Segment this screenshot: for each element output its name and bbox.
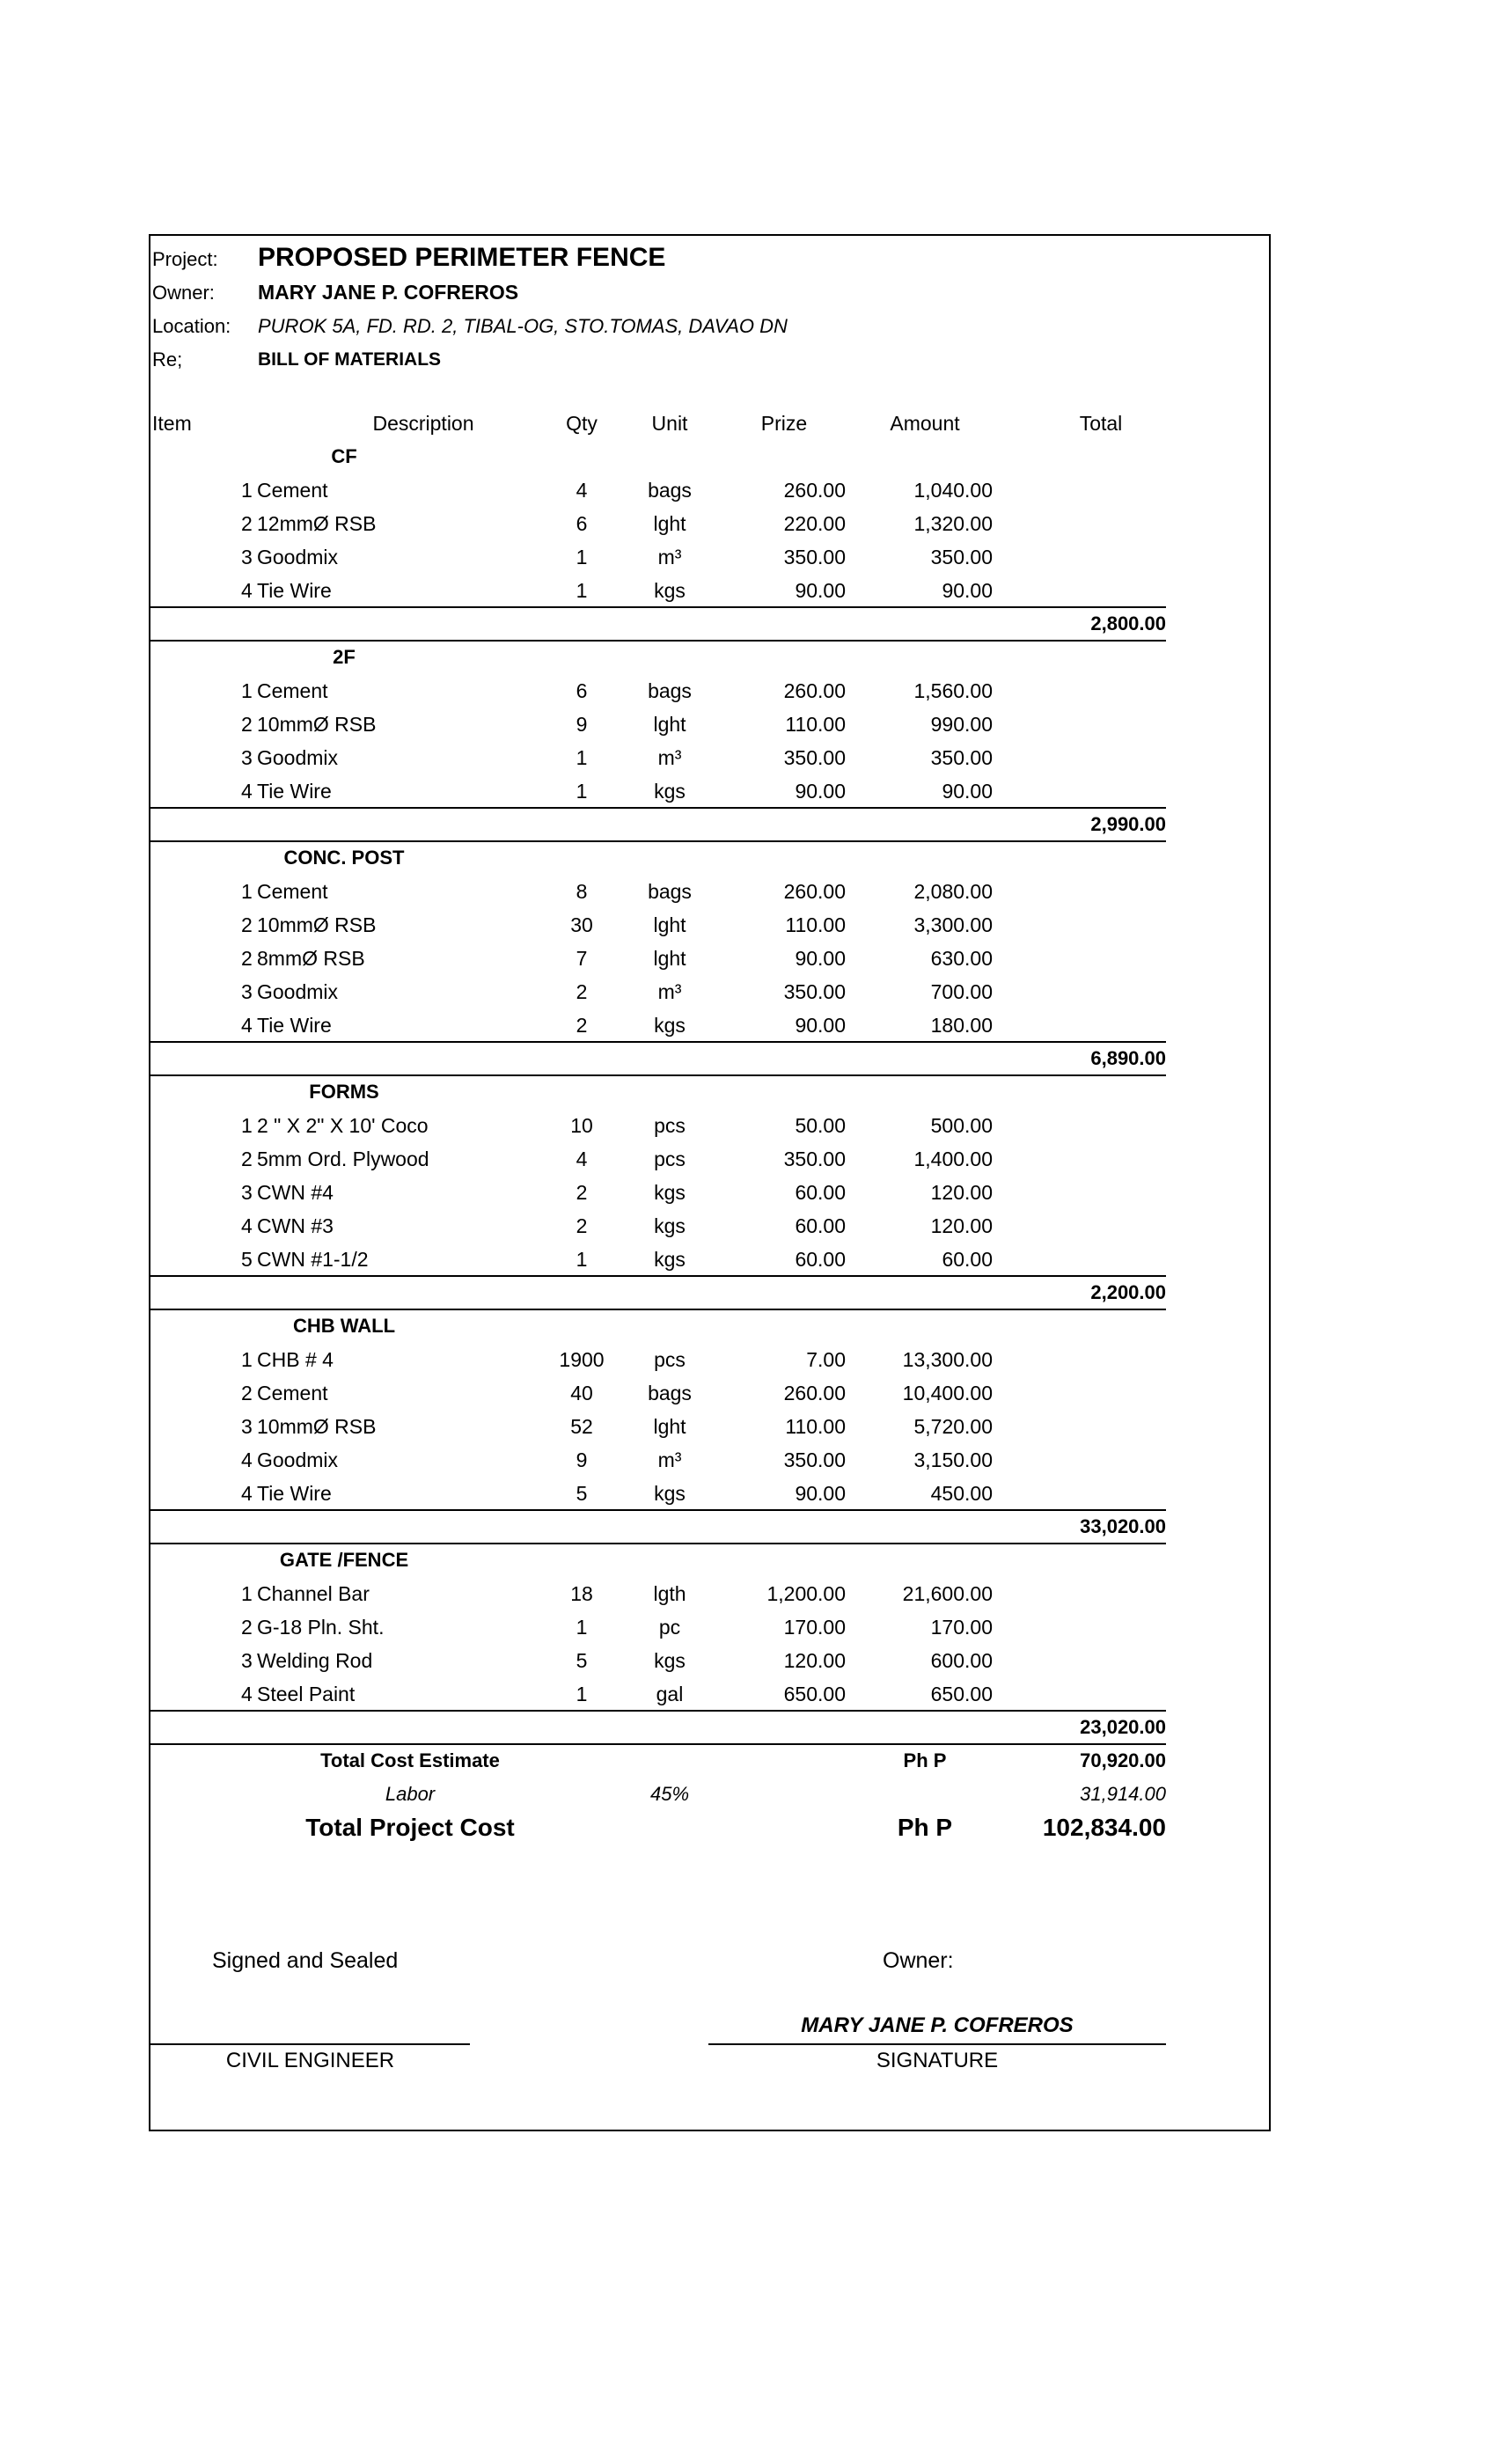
- item-number: 1: [241, 1582, 253, 1605]
- item-unit: bags: [648, 679, 692, 702]
- total-cost-row: [150, 1744, 1171, 1778]
- item-prize: 90.00: [795, 780, 846, 803]
- item-amount: 5,720.00: [913, 1415, 993, 1438]
- item-prize: 90.00: [795, 1014, 846, 1037]
- item-prize: 350.00: [783, 546, 846, 568]
- item-unit: lght: [653, 913, 686, 936]
- total-cost-label: Total Cost Estimate: [320, 1749, 500, 1771]
- item-unit: gal: [656, 1683, 684, 1705]
- total-cost-currency: Ph P: [903, 1749, 947, 1771]
- item-description: Steel Paint: [257, 1683, 356, 1705]
- item-number: 5: [241, 1248, 253, 1271]
- item-prize: 110.00: [785, 913, 846, 936]
- item-unit: m³: [657, 1448, 682, 1471]
- section-title-row: [150, 1309, 1171, 1343]
- item-qty: 2: [576, 1181, 588, 1204]
- item-unit: bags: [648, 479, 692, 502]
- item-qty: 6: [576, 679, 588, 702]
- item-description: Goodmix: [257, 1448, 339, 1471]
- item-number: 4: [241, 1014, 253, 1037]
- item-amount: 350.00: [930, 546, 993, 568]
- item-unit: lght: [653, 1415, 686, 1438]
- section-title: FORMS: [309, 1081, 379, 1103]
- item-number: 3: [241, 1181, 253, 1204]
- item-unit: lght: [653, 947, 686, 970]
- item-description: 8mmØ RSB: [257, 947, 365, 970]
- item-description: Cement: [257, 1382, 328, 1404]
- item-qty: 30: [570, 913, 593, 936]
- material-row: [150, 1677, 1171, 1711]
- section-total: 23,020.00: [1080, 1716, 1166, 1738]
- item-number: 4: [241, 1683, 253, 1705]
- section-title-row: [150, 641, 1171, 674]
- item-description: Channel Bar: [257, 1582, 370, 1605]
- signed-and-sealed-label: Signed and Sealed: [212, 1948, 399, 1973]
- project-label: Project:: [152, 248, 218, 270]
- location-label: Location:: [152, 315, 231, 337]
- item-number: 2: [241, 512, 253, 535]
- item-unit: kgs: [654, 1482, 686, 1505]
- material-row: [150, 674, 1171, 708]
- item-prize: 110.00: [785, 1415, 846, 1438]
- item-description: Cement: [257, 880, 328, 903]
- material-row: [150, 908, 1171, 942]
- item-amount: 2,080.00: [913, 880, 993, 903]
- item-number: 4: [241, 1482, 253, 1505]
- item-description: Tie Wire: [257, 780, 332, 803]
- item-prize: 120.00: [783, 1649, 846, 1672]
- item-unit: kgs: [654, 1649, 686, 1672]
- item-amount: 350.00: [930, 746, 993, 769]
- material-row: [150, 540, 1171, 574]
- item-amount: 21,600.00: [902, 1582, 993, 1605]
- col-amount: Amount: [890, 412, 960, 435]
- item-prize: 1,200.00: [766, 1582, 846, 1605]
- material-row: [150, 875, 1171, 908]
- item-number: 1: [241, 1348, 253, 1371]
- item-prize: 90.00: [795, 947, 846, 970]
- item-amount: 450.00: [930, 1482, 993, 1505]
- owner-signature-name: MARY JANE P. COFREROS: [801, 2013, 1074, 2037]
- item-amount: 90.00: [942, 579, 993, 602]
- item-amount: 90.00: [942, 780, 993, 803]
- item-amount: 120.00: [930, 1181, 993, 1204]
- item-number: 4: [241, 579, 253, 602]
- section-total-row: [150, 1711, 1171, 1744]
- material-row: [150, 1577, 1171, 1610]
- item-qty: 5: [576, 1482, 588, 1505]
- item-unit: kgs: [654, 1014, 686, 1037]
- item-unit: lght: [653, 713, 686, 736]
- item-prize: 650.00: [783, 1683, 846, 1705]
- section-total-row: [150, 808, 1171, 841]
- item-number: 2: [241, 713, 253, 736]
- item-amount: 3,300.00: [913, 913, 993, 936]
- section-title: CONC. POST: [283, 847, 405, 869]
- item-amount: 10,400.00: [902, 1382, 993, 1404]
- item-prize: 220.00: [783, 512, 846, 535]
- item-number: 4: [241, 1448, 253, 1471]
- item-amount: 1,400.00: [913, 1148, 993, 1170]
- section-total-row: [150, 1042, 1171, 1075]
- material-row: [150, 1610, 1171, 1644]
- item-prize: 350.00: [783, 746, 846, 769]
- owner-label: Owner:: [152, 282, 215, 304]
- item-amount: 650.00: [930, 1683, 993, 1705]
- item-unit: kgs: [654, 579, 686, 602]
- item-number: 1: [241, 880, 253, 903]
- item-qty: 10: [570, 1114, 593, 1137]
- item-description: G-18 Pln. Sht.: [257, 1616, 385, 1639]
- item-qty: 40: [570, 1382, 593, 1404]
- material-row: [150, 507, 1171, 540]
- item-qty: 1900: [559, 1348, 605, 1371]
- material-row: [150, 708, 1171, 741]
- section-title: CF: [331, 445, 357, 467]
- item-unit: bags: [648, 880, 692, 903]
- section-title-row: [150, 1544, 1171, 1577]
- section-total: 2,990.00: [1090, 813, 1166, 835]
- section-title: 2F: [333, 646, 356, 668]
- item-number: 2: [241, 947, 253, 970]
- total-cost-value: 70,920.00: [1080, 1749, 1166, 1771]
- item-unit: kgs: [654, 1248, 686, 1271]
- owner-signature-line: [708, 2043, 1166, 2045]
- item-amount: 120.00: [930, 1214, 993, 1237]
- item-number: 2: [241, 913, 253, 936]
- item-amount: 630.00: [930, 947, 993, 970]
- item-prize: 90.00: [795, 1482, 846, 1505]
- material-row: [150, 574, 1171, 607]
- item-unit: kgs: [654, 1181, 686, 1204]
- item-description: 10mmØ RSB: [257, 713, 377, 736]
- total-project-cost-value: 102,834.00: [1042, 1814, 1166, 1841]
- item-unit: lght: [653, 512, 686, 535]
- material-row: [150, 741, 1171, 774]
- item-description: 5mm Ord. Plywood: [257, 1148, 429, 1170]
- item-qty: 7: [576, 947, 588, 970]
- item-amount: 1,320.00: [913, 512, 993, 535]
- column-header-row: [150, 407, 1171, 440]
- material-row: [150, 942, 1171, 975]
- item-description: Goodmix: [257, 980, 339, 1003]
- item-number: 4: [241, 780, 253, 803]
- item-number: 1: [241, 679, 253, 702]
- material-row: [150, 473, 1171, 507]
- item-qty: 1: [576, 746, 588, 769]
- item-qty: 18: [570, 1582, 593, 1605]
- item-amount: 990.00: [930, 713, 993, 736]
- col-item: Item: [152, 412, 192, 435]
- section-title-row: [150, 841, 1171, 875]
- item-description: Tie Wire: [257, 579, 332, 602]
- item-qty: 8: [576, 880, 588, 903]
- item-amount: 500.00: [930, 1114, 993, 1137]
- material-row: [150, 774, 1171, 808]
- item-prize: 260.00: [783, 880, 846, 903]
- item-qty: 1: [576, 780, 588, 803]
- item-unit: m³: [657, 980, 682, 1003]
- item-number: 2: [241, 1148, 253, 1170]
- section-title-row: [150, 1075, 1171, 1109]
- item-prize: 110.00: [785, 713, 846, 736]
- location-value: PUROK 5A, FD. RD. 2, TIBAL-OG, STO.TOMAS, DAVAO DN: [258, 315, 788, 337]
- item-description: CHB # 4: [257, 1348, 334, 1371]
- material-row: [150, 1410, 1171, 1443]
- item-unit: kgs: [654, 1214, 686, 1237]
- total-project-cost-row: [150, 1811, 1171, 1844]
- item-amount: 600.00: [930, 1649, 993, 1672]
- section-title: GATE /FENCE: [279, 1549, 409, 1571]
- item-qty: 1: [576, 579, 588, 602]
- material-row: [150, 1644, 1171, 1677]
- item-number: 1: [241, 479, 253, 502]
- item-description: Cement: [257, 479, 328, 502]
- item-description: CWN #4: [257, 1181, 334, 1204]
- item-unit: kgs: [654, 780, 686, 803]
- item-amount: 180.00: [930, 1014, 993, 1037]
- material-row: [150, 1243, 1171, 1276]
- item-number: 2: [241, 1382, 253, 1404]
- item-qty: 52: [570, 1415, 593, 1438]
- re-label: Re;: [152, 348, 183, 370]
- item-number: 3: [241, 746, 253, 769]
- section-total-row: [150, 1276, 1171, 1309]
- material-row: [150, 1142, 1171, 1176]
- item-amount: 3,150.00: [913, 1448, 993, 1471]
- col-total: Total: [1079, 412, 1123, 435]
- total-project-cost-label: Total Project Cost: [305, 1814, 515, 1841]
- section-total-row: [150, 607, 1171, 641]
- item-prize: 260.00: [783, 1382, 846, 1404]
- item-number: 2: [241, 1616, 253, 1639]
- item-unit: pcs: [654, 1348, 686, 1371]
- civil-engineer-caption: CIVIL ENGINEER: [225, 2049, 395, 2072]
- item-unit: m³: [657, 546, 682, 568]
- item-description: CWN #3: [257, 1214, 334, 1237]
- item-amount: 1,560.00: [913, 679, 993, 702]
- item-unit: bags: [648, 1382, 692, 1404]
- section-total: 6,890.00: [1090, 1047, 1166, 1069]
- re-value: BILL OF MATERIALS: [258, 349, 442, 370]
- labor-percent: 45%: [649, 1783, 690, 1805]
- labor-label: Labor: [385, 1783, 436, 1805]
- section-total-row: [150, 1510, 1171, 1544]
- item-qty: 2: [576, 980, 588, 1003]
- item-prize: 60.00: [795, 1214, 846, 1237]
- material-row: [150, 1343, 1171, 1376]
- project-title: PROPOSED PERIMETER FENCE: [258, 243, 666, 272]
- item-amount: 60.00: [942, 1248, 993, 1271]
- material-row: [150, 1209, 1171, 1243]
- section-total: 33,020.00: [1080, 1515, 1166, 1537]
- item-description: CWN #1-1/2: [257, 1248, 369, 1271]
- item-prize: 260.00: [783, 679, 846, 702]
- item-unit: lgth: [653, 1582, 686, 1605]
- item-number: 4: [241, 1214, 253, 1237]
- item-qty: 6: [576, 512, 588, 535]
- item-description: Cement: [257, 679, 328, 702]
- item-prize: 350.00: [783, 980, 846, 1003]
- item-amount: 170.00: [930, 1616, 993, 1639]
- item-number: 3: [241, 546, 253, 568]
- item-number: 3: [241, 980, 253, 1003]
- material-row: [150, 1477, 1171, 1510]
- item-qty: 9: [576, 1448, 588, 1471]
- item-qty: 2: [576, 1214, 588, 1237]
- item-amount: 700.00: [930, 980, 993, 1003]
- owner-signature-label: Owner:: [883, 1948, 954, 1973]
- item-unit: pcs: [654, 1148, 686, 1170]
- item-qty: 2: [576, 1014, 588, 1037]
- item-prize: 90.00: [795, 579, 846, 602]
- material-row: [150, 1109, 1171, 1142]
- item-qty: 1: [576, 1248, 588, 1271]
- item-qty: 4: [576, 479, 588, 502]
- labor-value: 31,914.00: [1080, 1783, 1166, 1805]
- item-description: Welding Rod: [257, 1649, 373, 1672]
- item-amount: 1,040.00: [913, 479, 993, 502]
- item-description: 12mmØ RSB: [257, 512, 377, 535]
- col-prize: Prize: [760, 412, 808, 435]
- total-project-cost-currency: Ph P: [897, 1814, 953, 1841]
- section-total: 2,800.00: [1090, 612, 1166, 634]
- item-qty: 5: [576, 1649, 588, 1672]
- owner-name: MARY JANE P. COFREROS: [258, 281, 519, 304]
- item-description: Tie Wire: [257, 1014, 332, 1037]
- item-description: 2 " X 2" X 10' Coco: [257, 1114, 429, 1137]
- material-row: [150, 1443, 1171, 1477]
- item-qty: 9: [576, 713, 588, 736]
- item-description: Goodmix: [257, 746, 339, 769]
- item-number: 1: [241, 1114, 253, 1137]
- item-description: Tie Wire: [257, 1482, 332, 1505]
- item-qty: 1: [576, 1683, 588, 1705]
- item-number: 3: [241, 1649, 253, 1672]
- item-prize: 350.00: [783, 1148, 846, 1170]
- item-description: Goodmix: [257, 546, 339, 568]
- bill-of-materials-sheet: [149, 234, 1271, 2131]
- item-unit: pcs: [654, 1114, 686, 1137]
- col-description: Description: [372, 412, 474, 435]
- item-prize: 7.00: [806, 1348, 846, 1371]
- section-total: 2,200.00: [1090, 1281, 1166, 1303]
- section-title: CHB WALL: [292, 1315, 396, 1337]
- item-qty: 4: [576, 1148, 588, 1170]
- item-qty: 1: [576, 546, 588, 568]
- item-description: 10mmØ RSB: [257, 1415, 377, 1438]
- section-title-row: [150, 440, 1171, 473]
- engineer-signature-line: [150, 2043, 470, 2045]
- item-qty: 1: [576, 1616, 588, 1639]
- item-prize: 170.00: [783, 1616, 846, 1639]
- item-unit: m³: [657, 746, 682, 769]
- item-description: 10mmØ RSB: [257, 913, 377, 936]
- col-unit: Unit: [651, 412, 688, 435]
- signature-caption: SIGNATURE: [876, 2049, 999, 2072]
- item-prize: 50.00: [795, 1114, 846, 1137]
- material-row: [150, 1176, 1171, 1209]
- material-row: [150, 1376, 1171, 1410]
- item-unit: pc: [658, 1616, 681, 1639]
- material-row: [150, 1008, 1171, 1042]
- item-prize: 60.00: [795, 1248, 846, 1271]
- labor-row: [150, 1778, 1171, 1811]
- col-qty: Qty: [566, 412, 598, 435]
- item-prize: 260.00: [783, 479, 846, 502]
- item-number: 3: [241, 1415, 253, 1438]
- item-prize: 350.00: [783, 1448, 846, 1471]
- material-row: [150, 975, 1171, 1008]
- item-prize: 60.00: [795, 1181, 846, 1204]
- item-amount: 13,300.00: [902, 1348, 993, 1371]
